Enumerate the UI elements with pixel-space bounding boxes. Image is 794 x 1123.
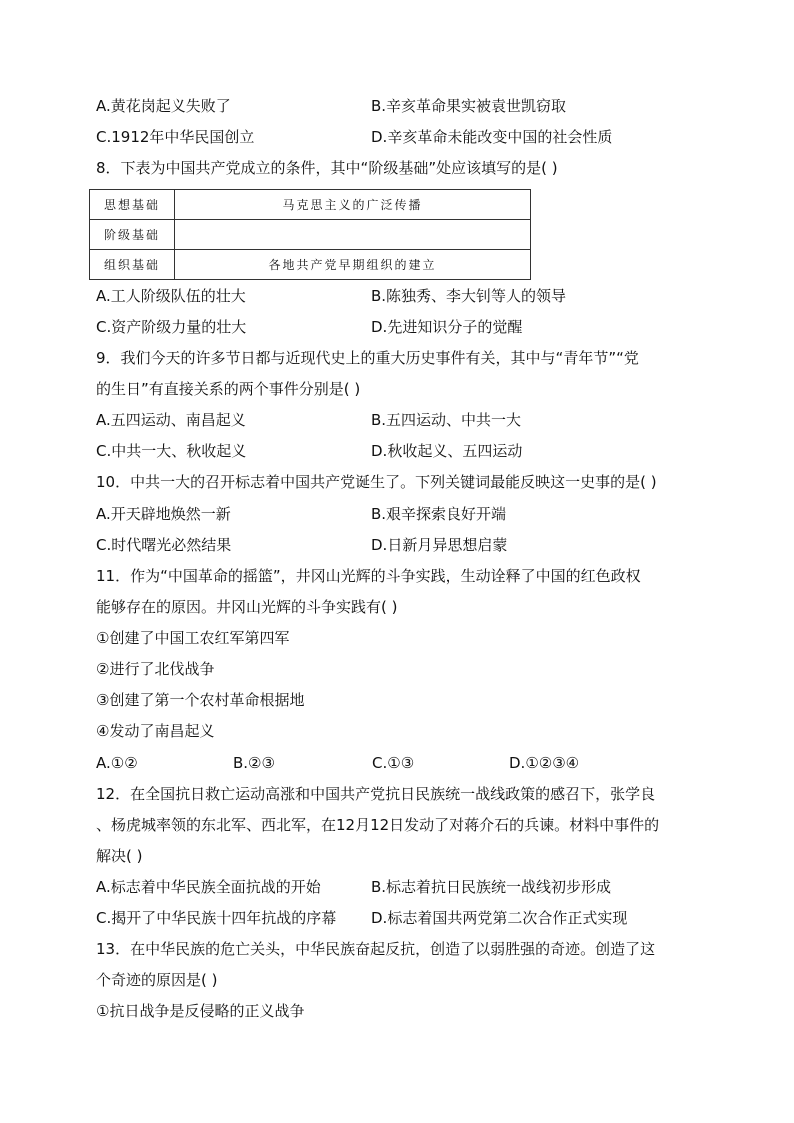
q9-stem-line1: 9．我们今天的许多节日都与近现代史上的重大历史事件有关，其中与“青年节”“党 <box>96 349 639 367</box>
q8-option-b: B.陈独秀、李大钊等人的领导 <box>371 287 567 305</box>
q9-option-d: D.秋收起义、五四运动 <box>371 442 523 460</box>
q10-option-b: B.艰辛探索良好开端 <box>371 505 507 523</box>
q12-stem-line3: 解决( ) <box>96 847 143 865</box>
table-cell-value <box>175 220 531 250</box>
q10-option-d: D.日新月异思想启蒙 <box>371 536 508 554</box>
table-row <box>90 220 531 250</box>
q11-item-2: ②进行了北伐战争 <box>96 660 215 678</box>
q10-option-a: A.开天辟地焕然一新 <box>96 505 231 523</box>
q8-stem: 8．下表为中国共产党成立的条件，其中“阶级基础”处应该填写的是( ) <box>96 159 558 177</box>
q12-stem-line2: 、杨虎城率领的东北军、西北军，在12月12日发动了对蒋介石的兵谏。材料中事件的 <box>96 816 660 834</box>
q7-option-c: C.1912年中华民国创立 <box>96 128 255 146</box>
q7-option-a: A.黄花岗起义失败了 <box>96 97 231 115</box>
q7-option-d: D.辛亥革命未能改变中国的社会性质 <box>371 128 613 146</box>
q9-option-b: B.五四运动、中共一大 <box>371 411 522 429</box>
q12-stem-line1: 12．在全国抗日救亡运动高涨和中国共产党抗日民族统一战线政策的感召下，张学良 <box>96 785 656 803</box>
q11-item-1: ①创建了中国工农红军第四军 <box>96 629 290 647</box>
table-row <box>90 250 531 280</box>
q11-item-4: ④发动了南昌起义 <box>96 722 215 740</box>
q12-option-b: B.标志着抗日民族统一战线初步形成 <box>371 878 612 896</box>
q11-stem-line2: 能够存在的原因。井冈山光辉的斗争实践有( ) <box>96 598 398 616</box>
q11-option-a: A.①② <box>96 754 138 772</box>
table-row <box>90 190 531 220</box>
q9-option-a: A.五四运动、南昌起义 <box>96 411 246 429</box>
q10-option-c: C.时代曙光必然结果 <box>96 536 232 554</box>
table-cell-label: 阶级基础 <box>90 220 175 250</box>
q11-option-d: D.①②③④ <box>509 754 580 772</box>
table-cell-label: 组织基础 <box>90 250 175 280</box>
table-cell-value: 各地共产党早期组织的建立 <box>175 250 531 280</box>
q11-option-c: C.①③ <box>372 754 415 772</box>
q8-option-a: A.工人阶级队伍的壮大 <box>96 287 246 305</box>
table-cell-value: 马克思主义的广泛传播 <box>175 190 531 220</box>
q10-stem: 10．中共一大的召开标志着中国共产党诞生了。下列关键词最能反映这一史事的是( ) <box>96 473 657 491</box>
q12-option-a: A.标志着中华民族全面抗战的开始 <box>96 878 321 896</box>
q9-stem-line2: 的生日”有直接关系的两个事件分别是( ) <box>96 380 361 398</box>
q11-stem-line1: 11．作为“中国革命的摇篮”，井冈山光辉的斗争实践，生动诠释了中国的红色政权 <box>96 567 641 585</box>
q11-item-3: ③创建了第一个农村革命根据地 <box>96 691 305 709</box>
q13-item-1: ①抗日战争是反侵略的正义战争 <box>96 1002 305 1020</box>
q8-option-c: C.资产阶级力量的壮大 <box>96 318 247 336</box>
q8-condition-table <box>89 189 531 280</box>
q12-option-d: D.标志着国共两党第二次合作正式实现 <box>371 909 628 927</box>
q11-option-b: B.②③ <box>233 754 275 772</box>
q9-option-c: C.中共一大、秋收起义 <box>96 442 247 460</box>
q7-option-b: B.辛亥革命果实被袁世凯窃取 <box>371 97 567 115</box>
table-cell-label: 思想基础 <box>90 190 175 220</box>
q8-option-d: D.先进知识分子的觉醒 <box>371 318 523 336</box>
q13-stem-line2: 个奇迹的原因是( ) <box>96 971 218 989</box>
q12-option-c: C.揭开了中华民族十四年抗战的序幕 <box>96 909 337 927</box>
q13-stem-line1: 13．在中华民族的危亡关头，中华民族奋起反抗，创造了以弱胜强的奇迹。创造了这 <box>96 940 656 958</box>
